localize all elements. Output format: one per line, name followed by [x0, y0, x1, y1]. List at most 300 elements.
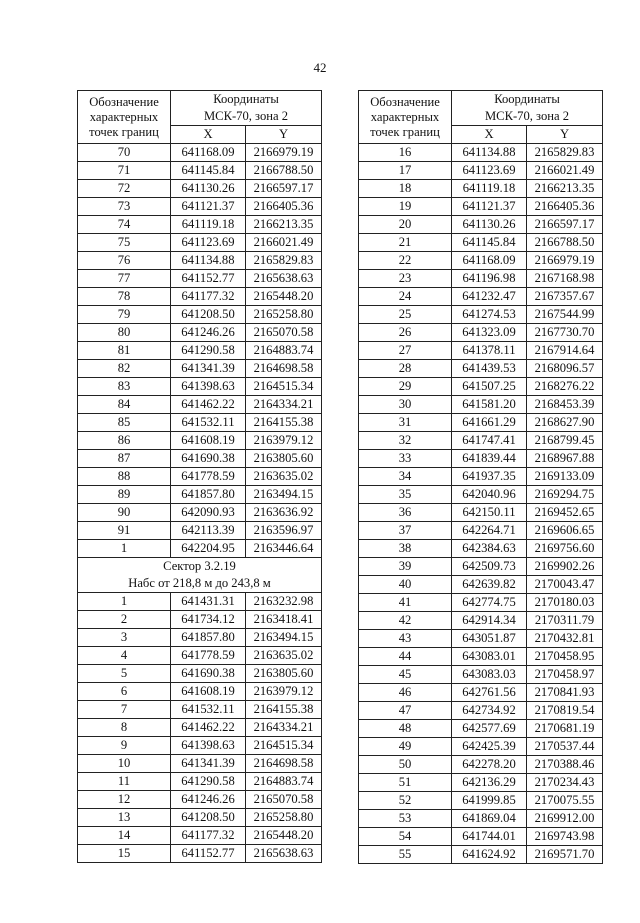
point-id: 47 [359, 702, 452, 720]
point-id: 43 [359, 630, 452, 648]
table-row [78, 162, 322, 180]
table-row [359, 270, 603, 288]
table-row [359, 648, 603, 666]
point-id: 7 [78, 701, 171, 719]
coord-y: 2166788.50 [246, 162, 322, 180]
coord-y: 2165070.58 [246, 324, 322, 342]
coord-x: 642734.92 [452, 702, 527, 720]
point-id: 9 [78, 737, 171, 755]
point-id: 85 [78, 414, 171, 432]
table-row [78, 414, 322, 432]
coord-y: 2168096.57 [527, 360, 603, 378]
coord-y: 2166021.49 [527, 162, 603, 180]
table-row [359, 810, 603, 828]
coord-x: 642639.82 [452, 576, 527, 594]
table-row [359, 414, 603, 432]
coord-x: 641839.44 [452, 450, 527, 468]
coord-y: 2169571.70 [527, 846, 603, 864]
point-id: 87 [78, 450, 171, 468]
table-row [359, 612, 603, 630]
coord-x: 641431.31 [171, 593, 246, 611]
point-id: 73 [78, 198, 171, 216]
coord-y: 2163232.98 [246, 593, 322, 611]
coord-y: 2166788.50 [527, 234, 603, 252]
coord-y: 2164515.34 [246, 378, 322, 396]
point-id: 53 [359, 810, 452, 828]
coord-y: 2164883.74 [246, 342, 322, 360]
coord-y: 2164698.58 [246, 360, 322, 378]
coord-y: 2165070.58 [246, 791, 322, 809]
coord-y: 2170681.19 [527, 720, 603, 738]
coord-y: 2169294.75 [527, 486, 603, 504]
point-id: 41 [359, 594, 452, 612]
point-id: 28 [359, 360, 452, 378]
table-row [359, 252, 603, 270]
point-id: 11 [78, 773, 171, 791]
page-number: 42 [313, 60, 327, 75]
coord-x: 641123.69 [452, 162, 527, 180]
table-row [78, 647, 322, 665]
coord-y: 2164334.21 [246, 719, 322, 737]
coord-x: 641747.41 [452, 432, 527, 450]
coord-y: 2165829.83 [527, 144, 603, 162]
coord-x: 641532.11 [171, 701, 246, 719]
point-id: 44 [359, 648, 452, 666]
coord-x: 641608.19 [171, 432, 246, 450]
coord-x: 641690.38 [171, 450, 246, 468]
coord-y: 2169912.00 [527, 810, 603, 828]
point-id: 19 [359, 198, 452, 216]
coord-y: 2164155.38 [246, 414, 322, 432]
coord-y: 2170458.95 [527, 648, 603, 666]
table-row [359, 540, 603, 558]
point-id: 88 [78, 468, 171, 486]
coord-x: 641208.50 [171, 306, 246, 324]
table-row [78, 378, 322, 396]
coord-y: 2163494.15 [246, 629, 322, 647]
coord-x: 641439.53 [452, 360, 527, 378]
table-row [78, 216, 322, 234]
coord-y: 2167544.99 [527, 306, 603, 324]
coord-x: 642509.73 [452, 558, 527, 576]
table-row [78, 252, 322, 270]
coord-x: 641145.84 [452, 234, 527, 252]
coord-y: 2164698.58 [246, 755, 322, 773]
coord-y: 2167357.67 [527, 288, 603, 306]
point-id: 52 [359, 792, 452, 810]
coord-x: 641246.26 [171, 324, 246, 342]
point-id: 83 [78, 378, 171, 396]
table-row [359, 432, 603, 450]
coord-y: 2168276.22 [527, 378, 603, 396]
coord-x: 641341.39 [171, 360, 246, 378]
table-row [78, 288, 322, 306]
coord-x: 641232.47 [452, 288, 527, 306]
coord-y: 2170311.79 [527, 612, 603, 630]
point-id: 24 [359, 288, 452, 306]
coord-y: 2165829.83 [246, 252, 322, 270]
table-row [359, 756, 603, 774]
table-row [78, 180, 322, 198]
point-id: 30 [359, 396, 452, 414]
coord-x: 641378.11 [452, 342, 527, 360]
coord-x: 641246.26 [171, 791, 246, 809]
coord-x: 641177.32 [171, 827, 246, 845]
coord-x: 641119.18 [171, 216, 246, 234]
table-row [359, 396, 603, 414]
table-row [78, 773, 322, 791]
point-id: 18 [359, 180, 452, 198]
coord-x: 642264.71 [452, 522, 527, 540]
coordinates-table-right [358, 90, 603, 864]
coord-x: 641778.59 [171, 468, 246, 486]
coord-y: 2169743.98 [527, 828, 603, 846]
coord-x: 641744.01 [452, 828, 527, 846]
coord-y: 2165258.80 [246, 809, 322, 827]
header-point-line: точек границ [370, 124, 440, 139]
coord-y: 2166213.35 [527, 180, 603, 198]
table-row [359, 738, 603, 756]
coord-y: 2167730.70 [527, 324, 603, 342]
point-id: 8 [78, 719, 171, 737]
coord-x: 642204.95 [171, 540, 246, 558]
header-coordinates-line: Координаты [494, 92, 560, 106]
table-row [78, 324, 322, 342]
table-row [78, 486, 322, 504]
coord-y: 2169133.09 [527, 468, 603, 486]
coord-x: 641778.59 [171, 647, 246, 665]
coord-y: 2165258.80 [246, 306, 322, 324]
coord-y: 2166021.49 [246, 234, 322, 252]
coord-x: 641119.18 [452, 180, 527, 198]
table-row [359, 216, 603, 234]
point-id: 42 [359, 612, 452, 630]
coord-y: 2168627.90 [527, 414, 603, 432]
point-id: 81 [78, 342, 171, 360]
coord-x: 641937.35 [452, 468, 527, 486]
coord-x: 641145.84 [171, 162, 246, 180]
coord-y: 2163446.64 [246, 540, 322, 558]
header-point-line: Обозначение [370, 94, 440, 109]
point-id: 33 [359, 450, 452, 468]
coord-y: 2166597.17 [246, 180, 322, 198]
point-id: 34 [359, 468, 452, 486]
coord-x: 642425.39 [452, 738, 527, 756]
table-row [359, 342, 603, 360]
table-row [359, 360, 603, 378]
table-row [78, 432, 322, 450]
table-row [359, 378, 603, 396]
table-row [359, 468, 603, 486]
coord-x: 641121.37 [452, 198, 527, 216]
table-row [359, 558, 603, 576]
point-id: 90 [78, 504, 171, 522]
coord-y: 2166405.36 [527, 198, 603, 216]
point-id: 54 [359, 828, 452, 846]
coord-y: 2163979.12 [246, 683, 322, 701]
coord-y: 2170819.54 [527, 702, 603, 720]
point-id: 35 [359, 486, 452, 504]
point-id: 91 [78, 522, 171, 540]
coord-y: 2163805.60 [246, 450, 322, 468]
coord-y: 2165638.63 [246, 845, 322, 863]
point-id: 70 [78, 144, 171, 162]
table-row [359, 684, 603, 702]
coord-y: 2166405.36 [246, 198, 322, 216]
coord-y: 2163635.02 [246, 647, 322, 665]
coord-y: 2163596.97 [246, 522, 322, 540]
table-row [359, 198, 603, 216]
table-row [359, 702, 603, 720]
table-row [359, 594, 603, 612]
point-id: 31 [359, 414, 452, 432]
coord-x: 641462.22 [171, 396, 246, 414]
header-row [359, 91, 603, 126]
coord-y: 2170180.03 [527, 594, 603, 612]
coord-y: 2170234.43 [527, 774, 603, 792]
coord-y: 2166213.35 [246, 216, 322, 234]
table-row [78, 234, 322, 252]
point-id: 38 [359, 540, 452, 558]
table-row [78, 593, 322, 611]
header-coordinates [171, 91, 322, 126]
header-point-line: характерных [89, 109, 159, 124]
coord-x: 641134.88 [171, 252, 246, 270]
header-row [78, 91, 322, 126]
coord-y: 2168453.39 [527, 396, 603, 414]
coord-x: 641123.69 [171, 234, 246, 252]
point-id: 75 [78, 234, 171, 252]
coord-y: 2170388.46 [527, 756, 603, 774]
table-row [78, 396, 322, 414]
coord-y: 2164334.21 [246, 396, 322, 414]
coord-x: 641177.32 [171, 288, 246, 306]
point-id: 13 [78, 809, 171, 827]
table-row [78, 360, 322, 378]
point-id: 32 [359, 432, 452, 450]
point-id: 14 [78, 827, 171, 845]
coord-x: 643051.87 [452, 630, 527, 648]
coord-y: 2165448.20 [246, 288, 322, 306]
table-row [78, 540, 322, 558]
point-id: 80 [78, 324, 171, 342]
coord-y: 2169452.65 [527, 504, 603, 522]
point-id: 3 [78, 629, 171, 647]
coord-x: 641152.77 [171, 270, 246, 288]
coord-x: 641734.12 [171, 611, 246, 629]
coord-x: 641857.80 [171, 486, 246, 504]
header-y: Y [246, 126, 322, 144]
header-point-designation [359, 91, 452, 144]
header-x: X [171, 126, 246, 144]
point-id: 79 [78, 306, 171, 324]
point-id: 84 [78, 396, 171, 414]
table-row [78, 450, 322, 468]
coordinates-table-left [77, 90, 322, 863]
coord-x: 641168.09 [171, 144, 246, 162]
point-id: 29 [359, 378, 452, 396]
point-id: 23 [359, 270, 452, 288]
coord-y: 2164155.38 [246, 701, 322, 719]
table-row [359, 234, 603, 252]
point-id: 71 [78, 162, 171, 180]
table-row [78, 522, 322, 540]
point-id: 10 [78, 755, 171, 773]
sector-row [78, 558, 322, 593]
point-id: 39 [359, 558, 452, 576]
coord-y: 2165448.20 [246, 827, 322, 845]
point-id: 46 [359, 684, 452, 702]
table-row [78, 306, 322, 324]
point-id: 45 [359, 666, 452, 684]
table-row [78, 737, 322, 755]
table-row [78, 719, 322, 737]
point-id: 5 [78, 665, 171, 683]
table-row [359, 504, 603, 522]
point-id: 48 [359, 720, 452, 738]
table-row [78, 270, 322, 288]
coord-y: 2163494.15 [246, 486, 322, 504]
coord-x: 641130.26 [452, 216, 527, 234]
table-row [78, 504, 322, 522]
coord-y: 2167914.64 [527, 342, 603, 360]
point-id: 12 [78, 791, 171, 809]
coord-x: 642761.56 [452, 684, 527, 702]
coord-x: 641462.22 [171, 719, 246, 737]
coord-x: 641134.88 [452, 144, 527, 162]
point-id: 22 [359, 252, 452, 270]
table-row [78, 845, 322, 863]
coord-y: 2164515.34 [246, 737, 322, 755]
coord-x: 642577.69 [452, 720, 527, 738]
table-row [359, 792, 603, 810]
table-row [78, 683, 322, 701]
point-id: 36 [359, 504, 452, 522]
coord-y: 2167168.98 [527, 270, 603, 288]
point-id: 37 [359, 522, 452, 540]
coord-y: 2163979.12 [246, 432, 322, 450]
point-id: 1 [78, 540, 171, 558]
coord-y: 2170537.44 [527, 738, 603, 756]
header-coordinates-line: МСК-70, зона 2 [484, 109, 570, 123]
coord-x: 641999.85 [452, 792, 527, 810]
coord-x: 642136.29 [452, 774, 527, 792]
coord-y: 2169606.65 [527, 522, 603, 540]
coord-x: 642040.96 [452, 486, 527, 504]
header-point-line: точек границ [89, 124, 159, 139]
table-row [359, 450, 603, 468]
table-row [359, 522, 603, 540]
point-id: 49 [359, 738, 452, 756]
table-row [359, 324, 603, 342]
table-row [78, 755, 322, 773]
table-row [359, 288, 603, 306]
point-id: 82 [78, 360, 171, 378]
point-id: 50 [359, 756, 452, 774]
coord-x: 641661.29 [452, 414, 527, 432]
point-id: 55 [359, 846, 452, 864]
coord-x: 641581.20 [452, 396, 527, 414]
coord-y: 2168967.88 [527, 450, 603, 468]
coord-x: 641507.25 [452, 378, 527, 396]
header-coordinates-line: МСК-70, зона 2 [203, 109, 289, 123]
coord-x: 642150.11 [452, 504, 527, 522]
coord-x: 642774.75 [452, 594, 527, 612]
point-id: 6 [78, 683, 171, 701]
point-id: 16 [359, 144, 452, 162]
coord-x: 641290.58 [171, 773, 246, 791]
coord-y: 2164883.74 [246, 773, 322, 791]
table-row [359, 846, 603, 864]
coord-x: 642914.34 [452, 612, 527, 630]
coord-x: 641290.58 [171, 342, 246, 360]
coord-x: 643083.01 [452, 648, 527, 666]
coord-x: 642113.39 [171, 522, 246, 540]
point-id: 89 [78, 486, 171, 504]
point-id: 25 [359, 306, 452, 324]
coord-x: 643083.03 [452, 666, 527, 684]
table-row [78, 342, 322, 360]
table-row [78, 827, 322, 845]
coord-y: 2170432.81 [527, 630, 603, 648]
table-row [359, 666, 603, 684]
coord-y: 2166979.19 [527, 252, 603, 270]
coord-y: 2163635.02 [246, 468, 322, 486]
point-id: 15 [78, 845, 171, 863]
point-id: 72 [78, 180, 171, 198]
coord-y: 2170075.55 [527, 792, 603, 810]
header-y: Y [527, 126, 603, 144]
coord-y: 2170841.93 [527, 684, 603, 702]
point-id: 74 [78, 216, 171, 234]
table-row [78, 809, 322, 827]
coord-y: 2170458.97 [527, 666, 603, 684]
table-row [78, 468, 322, 486]
point-id: 17 [359, 162, 452, 180]
table-row [78, 611, 322, 629]
point-id: 27 [359, 342, 452, 360]
coord-y: 2166597.17 [527, 216, 603, 234]
coord-y: 2168799.45 [527, 432, 603, 450]
table-row [359, 576, 603, 594]
point-id: 21 [359, 234, 452, 252]
header-coordinates-line: Координаты [213, 92, 279, 106]
table-row [359, 486, 603, 504]
coord-y: 2166979.19 [246, 144, 322, 162]
point-id: 26 [359, 324, 452, 342]
table-row [78, 629, 322, 647]
table-row [359, 162, 603, 180]
point-id: 4 [78, 647, 171, 665]
coord-x: 641869.04 [452, 810, 527, 828]
sector-heading [78, 558, 322, 593]
point-id: 86 [78, 432, 171, 450]
header-point-designation [78, 91, 171, 144]
table-row [359, 630, 603, 648]
coord-x: 641532.11 [171, 414, 246, 432]
table-row [359, 144, 603, 162]
coord-x: 641398.63 [171, 737, 246, 755]
header-point-line: характерных [370, 109, 440, 124]
point-id: 51 [359, 774, 452, 792]
coord-x: 641341.39 [171, 755, 246, 773]
coord-x: 641168.09 [452, 252, 527, 270]
header-point-line: Обозначение [89, 94, 159, 109]
coord-x: 641608.19 [171, 683, 246, 701]
coord-x: 641121.37 [171, 198, 246, 216]
table-row [78, 701, 322, 719]
point-id: 77 [78, 270, 171, 288]
